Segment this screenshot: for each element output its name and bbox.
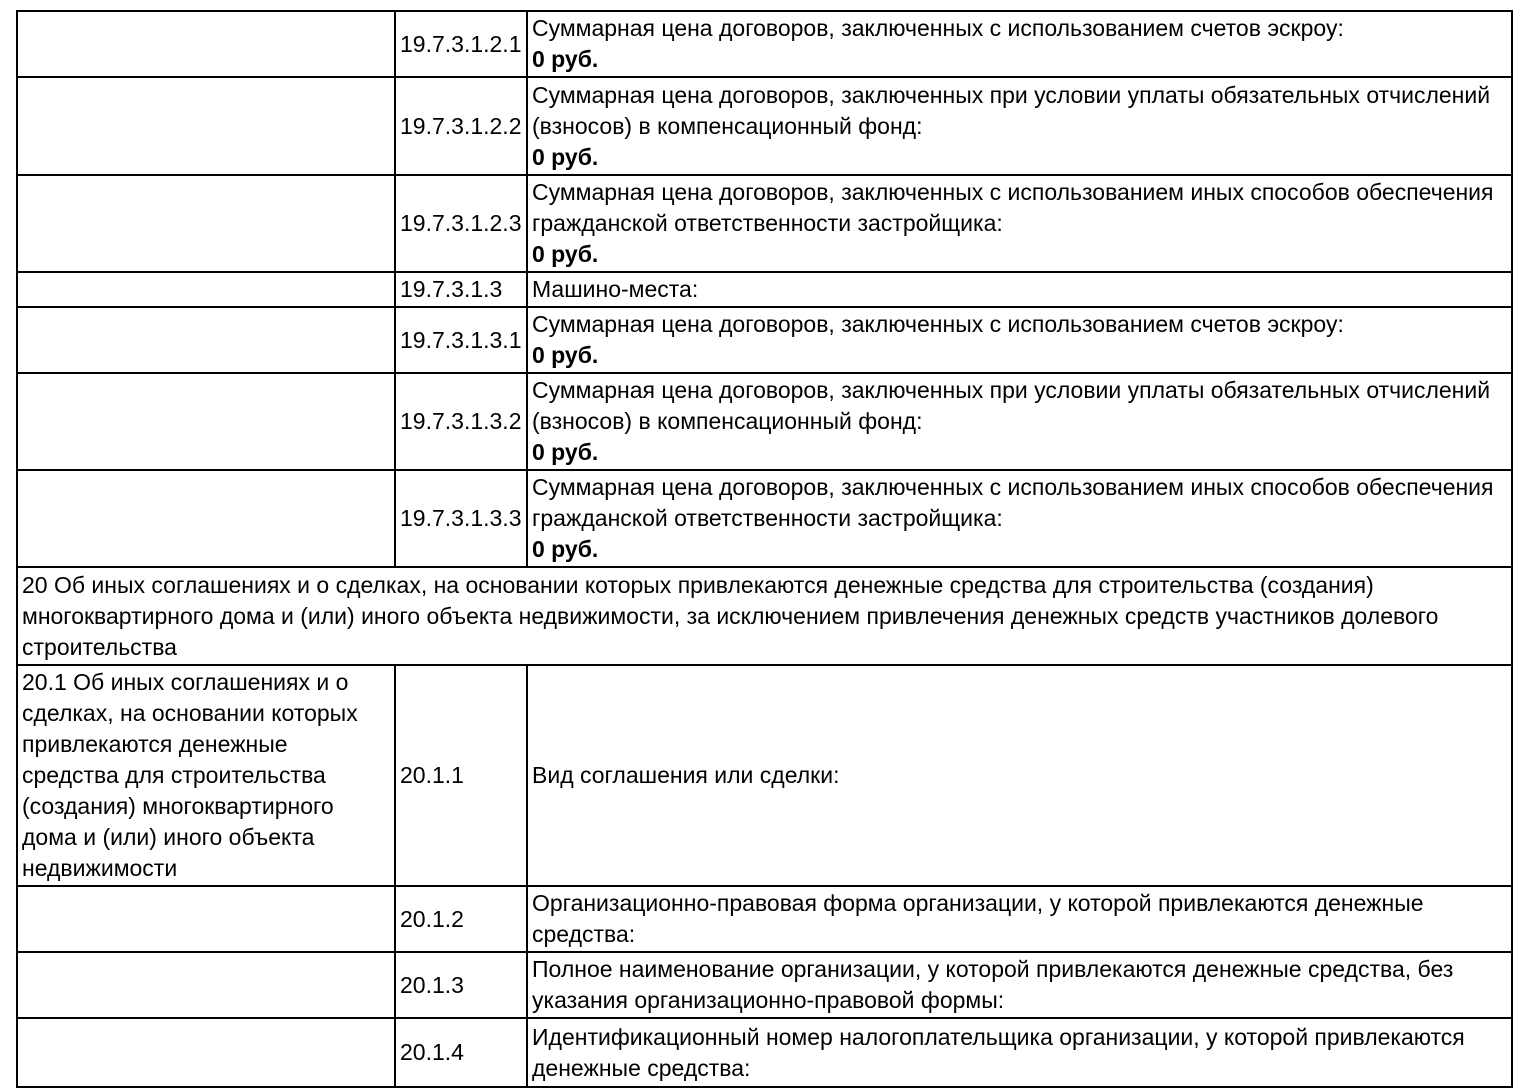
project-declaration-table [16, 10, 1513, 1088]
table-row [17, 373, 1512, 470]
row-content [527, 175, 1512, 272]
group-cell-empty [17, 272, 395, 307]
row-code: 19.7.3.1.2.2 [395, 77, 527, 175]
group-cell-empty [17, 952, 395, 1018]
row-label: Суммарная цена договоров, заключенных при условии уплаты обязательных отчислений (взносов) в компенсационный фонд: [532, 81, 1491, 139]
row-content [527, 11, 1512, 77]
row-code: 19.7.3.1.3.3 [395, 470, 527, 567]
row-content [527, 470, 1512, 567]
row-label: Суммарная цена договоров, заключенных с использованием счетов эскроу: [532, 311, 1344, 337]
row-value: 0 руб. [532, 536, 599, 562]
row-label: Идентификационный номер налогоплательщика организации, у которой привлекаются денежные средства: [532, 1023, 1465, 1081]
group-cell-empty [17, 470, 395, 567]
group-label: 20.1 Об иных соглашениях и о сделках, на основании которых привлекаются денежные средства для строительства (создания) многоквартирного дома и (или) иного объекта недвижимости [17, 665, 395, 886]
row-code: 20.1.4 [395, 1018, 527, 1087]
row-content [527, 886, 1512, 952]
group-cell-empty [17, 373, 395, 470]
row-code: 20.1.2 [395, 886, 527, 952]
row-label: Организационно-правовая форма организации, у которой привлекаются денежные средства: [532, 890, 1424, 947]
group-cell-empty [17, 77, 395, 175]
row-label: Вид соглашения или сделки: [532, 762, 840, 788]
table-row [17, 665, 1512, 886]
row-code: 19.7.3.1.3.2 [395, 373, 527, 470]
table-row [17, 175, 1512, 272]
row-code: 19.7.3.1.3 [395, 272, 527, 307]
table-row [17, 77, 1512, 175]
row-content [527, 373, 1512, 470]
row-label: Полное наименование организации, у которой привлекаются денежные средства, без указания организационно-правовой формы: [532, 956, 1454, 1013]
row-label: Суммарная цена договоров, заключенных с использованием иных способов обеспечения гражданской ответственности застройщика: [532, 179, 1494, 236]
group-cell-empty [17, 11, 395, 77]
row-value: 0 руб. [532, 143, 599, 170]
section-row [17, 567, 1512, 665]
row-label: Суммарная цена договоров, заключенных с использованием иных способов обеспечения гражданской ответственности застройщика: [532, 474, 1494, 531]
row-code: 20.1.3 [395, 952, 527, 1018]
group-cell-empty [17, 307, 395, 373]
row-content [527, 272, 1512, 307]
table-row [17, 307, 1512, 373]
row-value: 0 руб. [532, 342, 599, 368]
table-row [17, 952, 1512, 1018]
row-content [527, 952, 1512, 1018]
row-content [527, 1018, 1512, 1087]
group-cell-empty [17, 1018, 395, 1087]
row-code: 19.7.3.1.3.1 [395, 307, 527, 373]
row-content [527, 665, 1512, 886]
table-row [17, 886, 1512, 952]
table-row [17, 272, 1512, 307]
group-cell-empty [17, 886, 395, 952]
row-code: 20.1.1 [395, 665, 527, 886]
row-value: 0 руб. [532, 439, 599, 465]
row-code: 19.7.3.1.2.3 [395, 175, 527, 272]
row-value: 0 руб. [532, 46, 599, 72]
group-cell-empty [17, 175, 395, 272]
row-content [527, 77, 1512, 175]
table-row [17, 470, 1512, 567]
table-row [17, 11, 1512, 77]
row-label: Суммарная цена договоров, заключенных с использованием счетов эскроу: [532, 15, 1344, 41]
table-row [17, 1018, 1512, 1087]
row-code: 19.7.3.1.2.1 [395, 11, 527, 77]
row-label: Машино-места: [532, 276, 699, 302]
row-content [527, 307, 1512, 373]
row-value: 0 руб. [532, 241, 599, 267]
section-header: 20 Об иных соглашениях и о сделках, на основании которых привлекаются денежные средства для строительства (создания) многоквартирного дома и (или) иного объекта недвижимости, за исключением привлечения денежных средств участников долевого строительства [17, 567, 1512, 665]
row-label: Суммарная цена договоров, заключенных при условии уплаты обязательных отчислений (взносов) в компенсационный фонд: [532, 377, 1491, 434]
